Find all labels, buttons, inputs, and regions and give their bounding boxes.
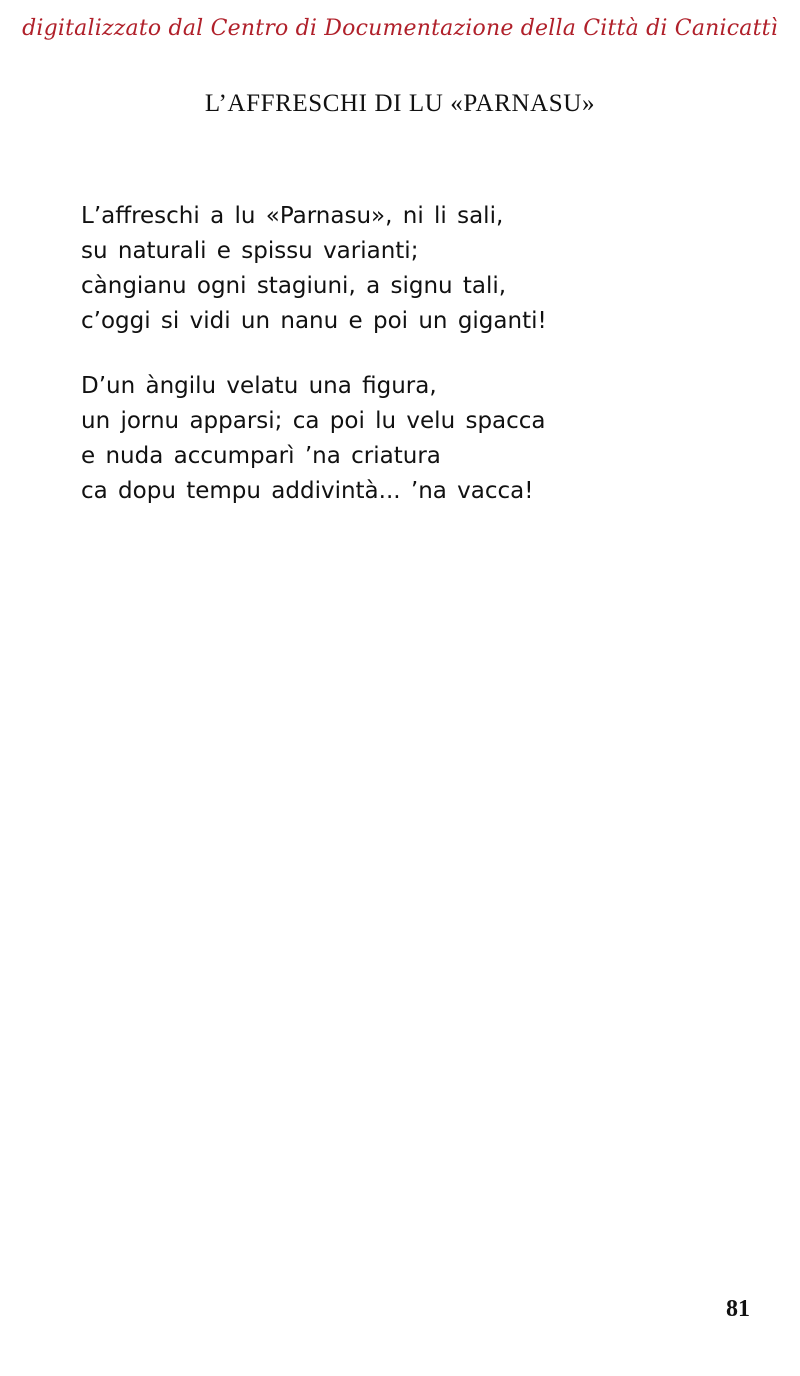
poem-title: L’AFFRESCHI DI LU «PARNASU»: [204, 90, 596, 117]
poem-line: su naturali e spissu varianti;: [81, 238, 419, 264]
poem-line: e nuda accumparì ’na criatura: [81, 443, 441, 469]
poem-line: càngianu ogni stagiuni, a signu tali,: [81, 273, 507, 299]
stanza-2: [81, 369, 761, 509]
poem-body: [81, 199, 761, 539]
poem-line: L’affreschi a lu «Parnasu», ni li sali,: [81, 203, 504, 229]
poem-line: c’oggi si vidi un nanu e poi un giganti!: [81, 308, 547, 334]
poem-line: ca dopu tempu addivintà... ’na vacca!: [81, 478, 534, 504]
poem-line: un jornu apparsi; ca poi lu velu spacca: [81, 408, 546, 434]
stanza-1: [81, 199, 761, 339]
digitization-watermark: digitalizzato dal Centro di Documentazione della Città di Canicattì: [22, 16, 778, 41]
page-number: 81: [726, 1296, 750, 1322]
poem-line: D’un àngilu velatu una figura,: [81, 373, 437, 399]
